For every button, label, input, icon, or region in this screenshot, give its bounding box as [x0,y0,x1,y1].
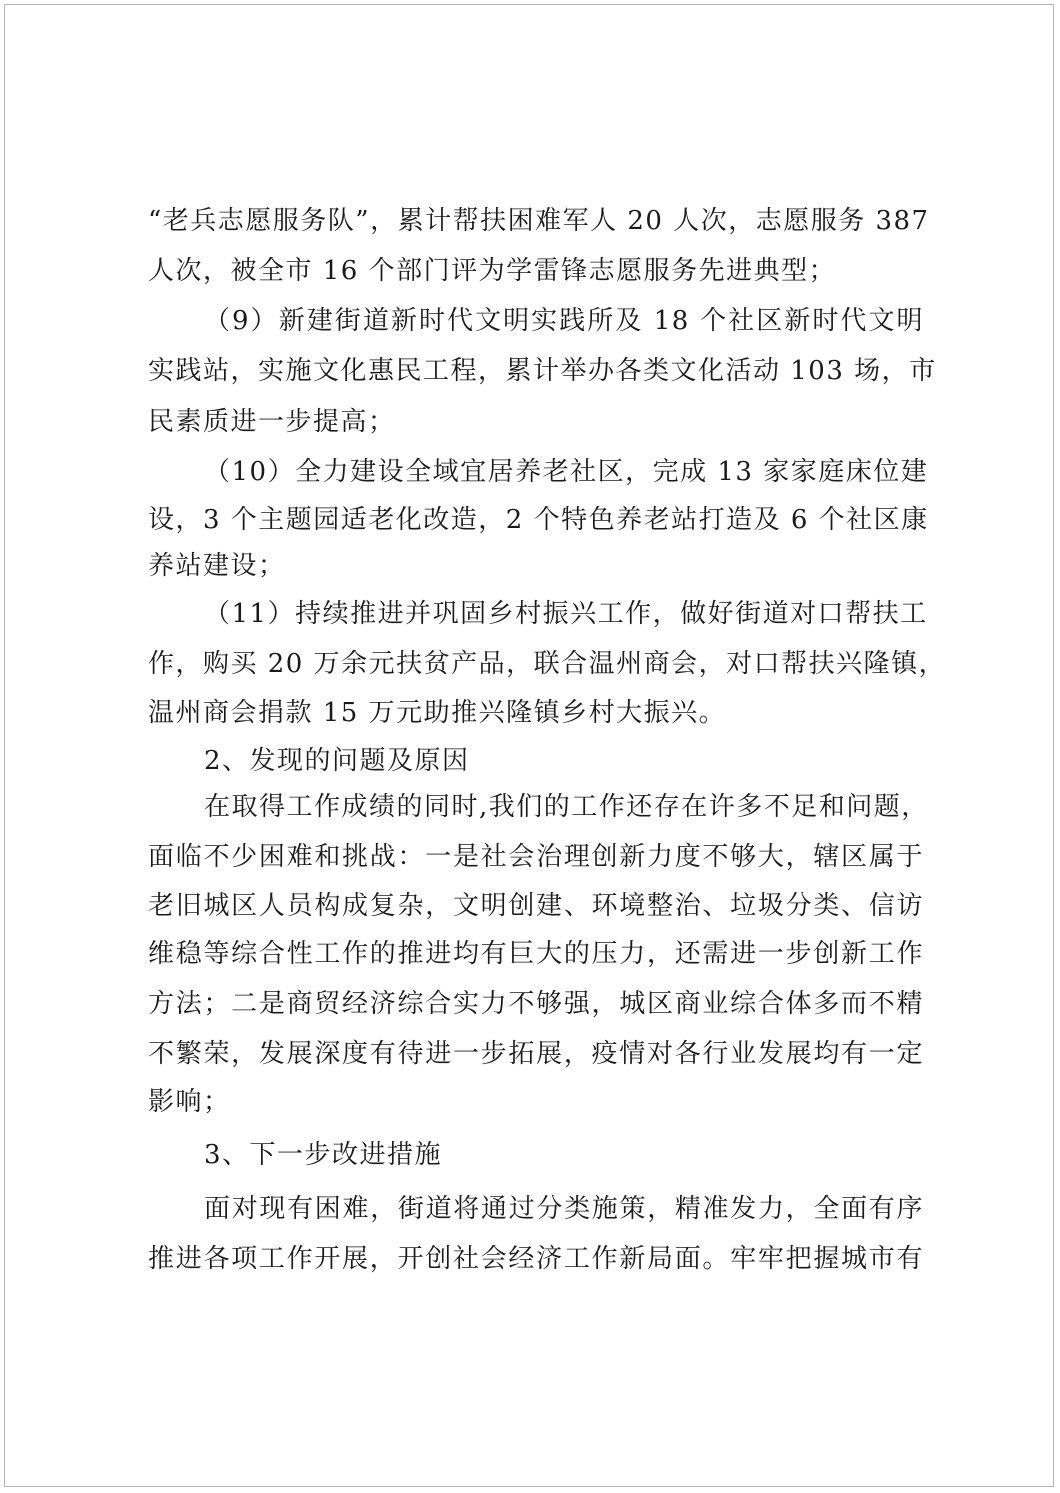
text-line: 民素质进一步提高； [148,407,396,437]
text-line: 养站建设； [148,551,286,581]
text-line: 老旧城区人员构成复杂，文明创建、环境整治、垃圾分类、信访 [148,891,924,921]
text-line: （9）新建街道新时代文明实践所及 18 个社区新时代文明 [204,306,924,336]
text-line: 影响； [148,1087,231,1117]
text-line: 推进各项工作开展，开创社会经济工作新局面。牢牢把握城市有 [148,1244,924,1274]
text-line: 实践站，实施文化惠民工程，累计举办各类文化活动 103 场，市 [148,356,937,386]
text-line: 维稳等综合性工作的推进均有巨大的压力，还需进一步创新工作 [148,939,924,969]
text-line: 设，3 个主题园适老化改造，2 个特色养老站打造及 6 个社区康 [148,505,929,535]
text-line: 作，购买 20 万余元扶贫产品，联合温州商会，对口帮扶兴隆镇， [148,649,947,679]
text-line: 面临不少困难和挑战：一是社会治理创新力度不够大，辖区属于 [148,842,924,872]
text-line: 在取得工作成绩的同时,我们的工作还存在许多不足和问题， [204,792,929,822]
text-line: 面对现有困难，街道将通过分类施策，精准发力，全面有序 [204,1194,924,1224]
text-line: “老兵志愿服务队”，累计帮扶困难军人 20 人次，志愿服务 387 [148,206,930,236]
text-line: （11）持续推进并巩固乡村振兴工作，做好街道对口帮扶工 [204,599,928,629]
text-line: 人次，被全市 16 个部门评为学雷锋志愿服务先进典型； [148,256,837,286]
section-heading: 2、发现的问题及原因 [204,746,470,776]
text-line: 方法；二是商贸经济综合实力不够强，城区商业综合体多而不精 [148,989,924,1019]
text-line: 不繁荣，发展深度有待进一步拓展，疫情对各行业发展均有一定 [148,1039,924,1069]
text-line: 温州商会捐款 15 万元助推兴隆镇乡村大振兴。 [148,698,727,728]
text-line: （10）全力建设全域宜居养老社区，完成 13 家家庭床位建 [204,457,929,487]
section-heading: 3、下一步改进措施 [204,1140,443,1170]
